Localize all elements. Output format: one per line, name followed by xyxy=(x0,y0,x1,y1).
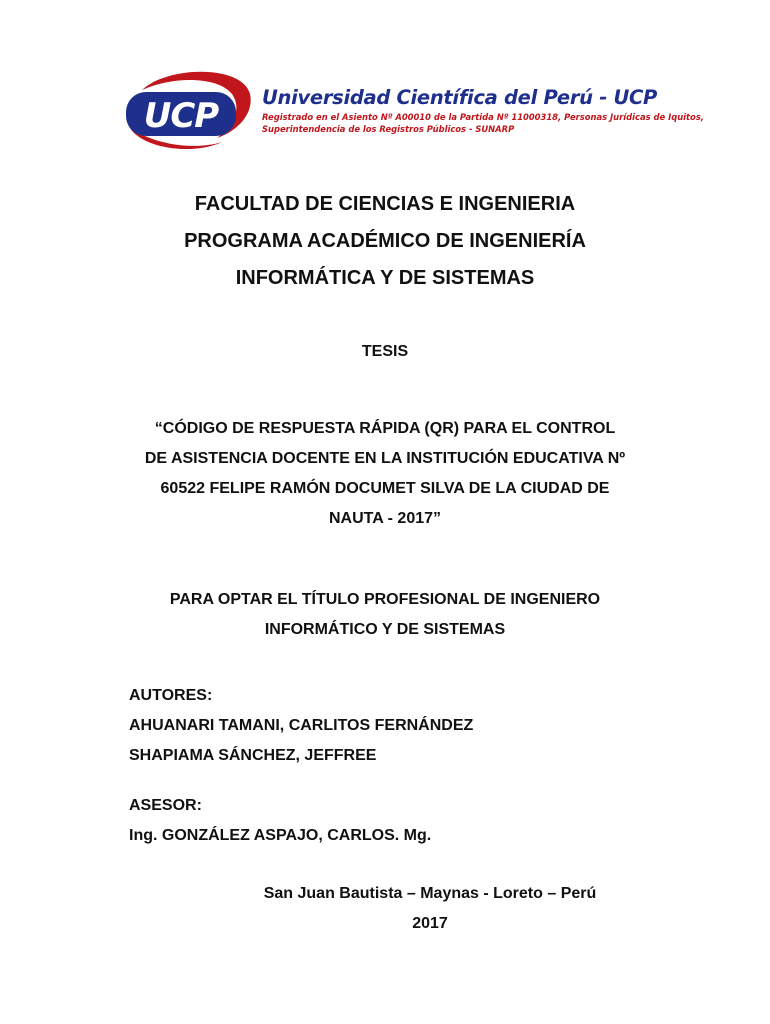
thesis-title xyxy=(0,414,770,534)
title-line-2: DE ASISTENCIA DOCENTE EN LA INSTITUCIÓN EDUCATIVA Nº xyxy=(144,450,626,467)
advisor-label: ASESOR: xyxy=(129,797,202,814)
faculty-line-2: PROGRAMA ACADÉMICO DE INGENIERÍA xyxy=(184,230,586,252)
ucp-logo xyxy=(122,68,262,154)
logo-text: UCP xyxy=(143,96,219,136)
authors-label: AUTORES: xyxy=(129,687,213,704)
location: San Juan Bautista – Maynas - Loreto – Perú xyxy=(263,885,597,902)
title-line-1: “CÓDIGO DE RESPUESTA RÁPIDA (QR) PARA EL CONTROL xyxy=(154,420,616,437)
author-name: AHUANARI TAMANI, CARLITOS FERNÁNDEZ xyxy=(129,717,474,734)
title-line-3: 60522 FELIPE RAMÓN DOCUMET SILVA DE LA CIUDAD DE xyxy=(160,480,610,497)
document-type: TESIS xyxy=(361,343,409,360)
registry-info xyxy=(262,111,704,135)
university-name: Universidad Científica del Perú - UCP xyxy=(262,86,658,109)
title-line-4: NAUTA - 2017” xyxy=(328,510,442,527)
faculty-line-1: FACULTAD DE CIENCIAS E INGENIERIA xyxy=(194,193,576,215)
faculty-line-3: INFORMÁTICA Y DE SISTEMAS xyxy=(235,267,535,289)
registry-line-1: Registrado en el Asiento Nº A00010 de la Partida Nº 11000318, Personas Jurídicas de Iquitos, xyxy=(262,112,704,122)
university-header xyxy=(122,68,704,158)
place-and-date xyxy=(240,879,620,939)
year: 2017 xyxy=(412,915,448,932)
advisor-name: Ing. GONZÁLEZ ASPAJO, CARLOS. Mg. xyxy=(129,827,432,844)
degree-statement xyxy=(0,585,770,645)
faculty-heading xyxy=(0,186,770,297)
author-name: SHAPIAMA SÁNCHEZ, JEFFREE xyxy=(129,747,377,764)
advisor-section xyxy=(129,791,431,851)
degree-line-2: INFORMÁTICO Y DE SISTEMAS xyxy=(264,621,506,638)
degree-line-1: PARA OPTAR EL TÍTULO PROFESIONAL DE INGENIERO xyxy=(169,591,601,608)
registry-line-2: Superintendencia de los Registros Públicos - SUNARP xyxy=(262,124,515,134)
authors-section xyxy=(129,681,473,771)
